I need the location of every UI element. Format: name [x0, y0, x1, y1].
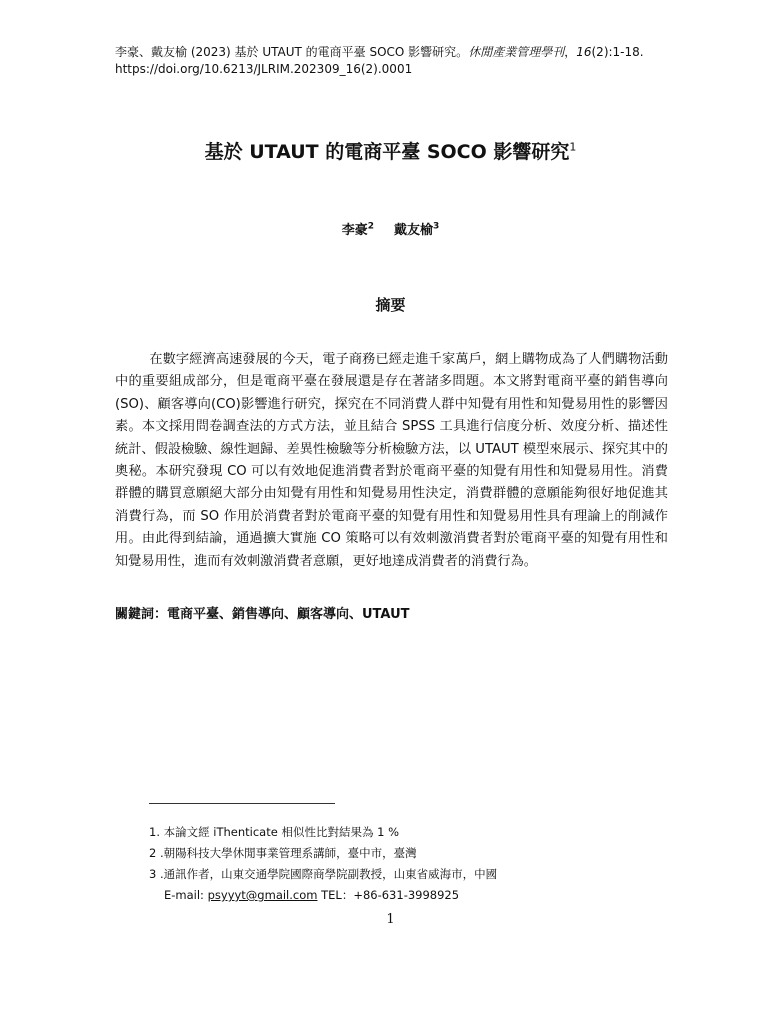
abstract-body: 在數字經濟高速發展的今天，電子商務已經走進千家萬戶，網上購物成為了人們購物活動中的重要組成部分，但是電商平臺在發展還是存在著諸多問題。本文將對電商平臺的銷售導向(SO)、顧客導向(CO)影響進行研究，探究在不同消費人群中知覺有用性和知覺易用性的影響因素。本文採用問卷調查法的方式方法，並且結合 SPSS 工具進行信度分析、效度分析、描述性統計、假設檢驗、線性迴歸、差異性檢驗等分析檢驗方法，以 UTAUT 模型來展示、探究其中的奧秘。本研究發現 CO 可以有效地促進消費者對於電商平臺的知覺有用性和知覺易用性。消費群體的購買意願絕大部分由知覺有用性和知覺易用性決定，消費群體的意願能夠很好地促進其消費行為，而 SO 作用於消費者對於電商平臺的知覺有用性和知覺易用性具有理論上的削減作用。由此得到結論，通過擴大實施 CO 策略可以有效刺激消費者對於電商平臺的知覺有用性和知覺易用性，進而有效刺激消費者意願，更好地達成消費者的消費行為。	[115, 352, 668, 569]
author-footnote-mark: 3	[433, 221, 440, 232]
title-footnote-mark: 1	[569, 140, 577, 154]
journal-name: 休閒產業管理學刊	[468, 45, 565, 59]
citation-line	[115, 44, 675, 61]
footnote-divider	[149, 803, 335, 804]
phone-number: TEL：+86-631-3998925	[317, 888, 460, 902]
footnote-contact	[149, 885, 497, 906]
abstract-heading: 摘要	[375, 296, 406, 314]
author-name: 戴友榆	[394, 223, 434, 238]
footnotes	[149, 822, 497, 906]
journal-issue-pages: (2):1-18.	[591, 45, 644, 59]
email-link[interactable]: psyyyt@gmail.com	[207, 888, 318, 902]
page-number: 1	[386, 912, 395, 927]
author-list	[0, 219, 781, 238]
footnote-1: 1. 本論文經 iThenticate 相似性比對結果為 1 %	[149, 825, 400, 839]
author-name: 李豪	[341, 223, 368, 238]
paper-title-text: 基於 UTAUT 的電商平臺 SOCO 影響研究	[204, 141, 570, 163]
footnote-2: 2 .朝陽科技大學休閒事業管理系講師，臺中市，臺灣	[149, 846, 417, 860]
footnote-3: 3 .通訊作者，山東交通學院國際商學院副教授，山東省威海市，中國	[149, 867, 498, 881]
citation-header	[115, 44, 675, 78]
citation-prefix: 李豪、戴友榆 (2023) 基於 UTAUT 的電商平臺 SOCO 影響研究。	[115, 45, 469, 59]
email-label: E-mail:	[164, 888, 208, 902]
doi-line[interactable]: https://doi.org/10.6213/JLRIM.202309_16(2).0001	[115, 62, 413, 76]
paper-title	[0, 137, 781, 164]
author-footnote-mark: 2	[367, 221, 374, 232]
journal-volume: 16	[576, 45, 592, 59]
keywords: 關鍵詞：電商平臺、銷售導向、顧客導向、UTAUT	[115, 607, 410, 622]
citation-separator: ，	[564, 45, 577, 59]
